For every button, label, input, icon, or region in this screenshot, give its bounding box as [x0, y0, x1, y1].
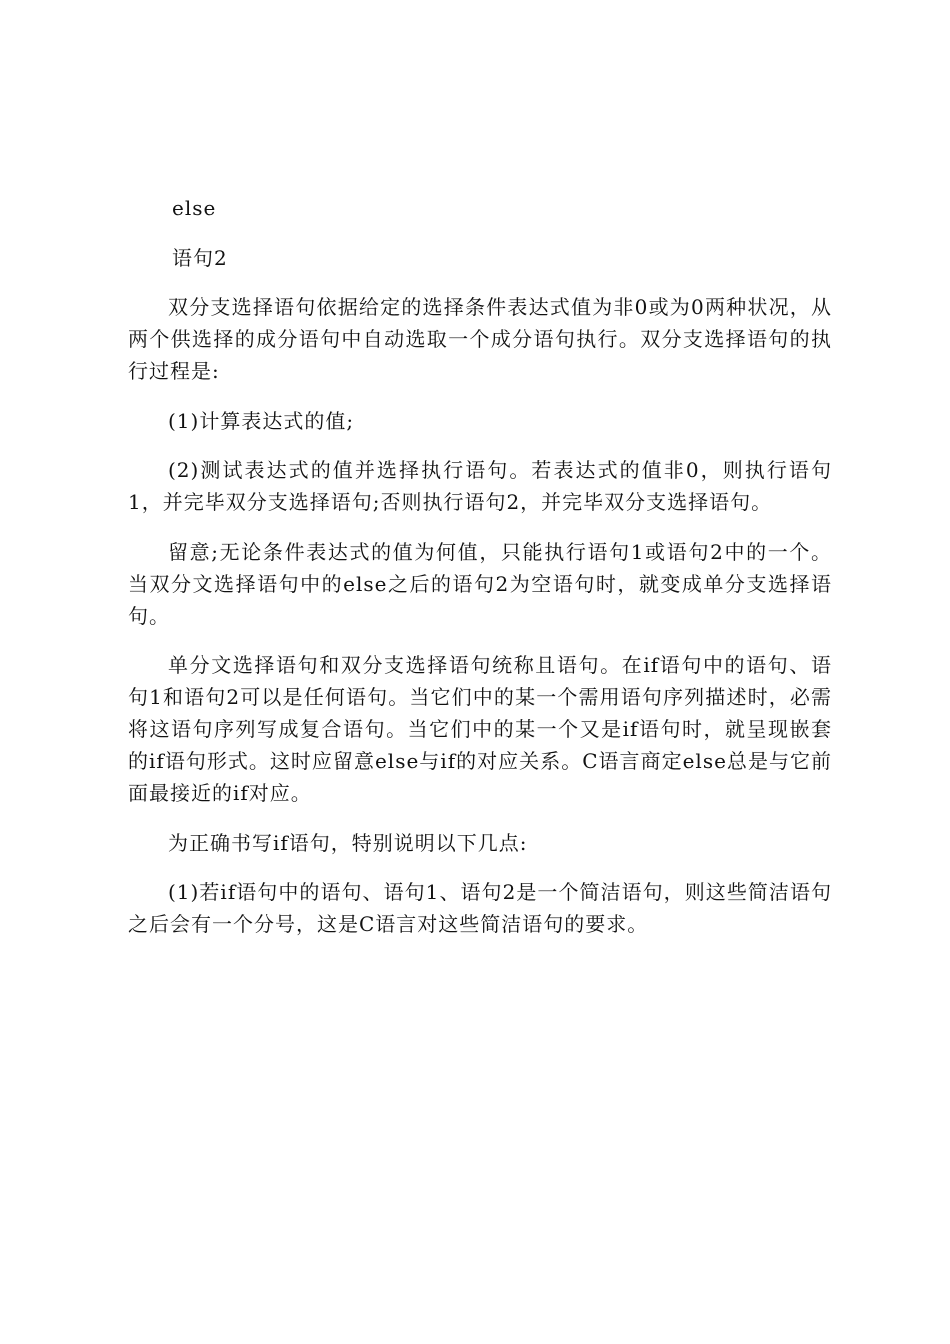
document-page [128, 192, 832, 958]
paragraph-step-1: (1)计算表达式的值; [168, 408, 355, 433]
code-line-statement-2: 语句2 [172, 245, 228, 270]
paragraph-if-statement: 单分文选择语句和双分支选择语句统称且语句。在if语句中的语句、语句1和语句2可以是任何语句。当它们中的某一个需用语句序列描述时，必需将这语句序列写成复合语句。当它们中的某一个又是if语句时，就呈现嵌套的if语句形式。这时应留意else与if的对应关系。C语言商定else总是与它前面最接近的if对应。 [128, 653, 832, 805]
code-line-else: else [172, 196, 217, 220]
paragraph-note: 留意;无论条件表达式的值为何值，只能执行语句1或语句2中的一个。当双分文选择语句中的else之后的语句2为空语句时，就变成单分支选择语句。 [128, 539, 832, 628]
paragraph-step-2: (2)测试表达式的值并选择执行语句。若表达式的值非0，则执行语句1，并完毕双分支选择语句;否则执行语句2，并完毕双分支选择语句。 [128, 458, 832, 514]
paragraph-double-branch-intro: 双分支选择语句依据给定的选择条件表达式值为非0或为0两种状况，从两个供选择的成分语句中自动选取一个成分语句执行。双分支选择语句的执行过程是: [128, 295, 832, 383]
paragraph-writing-notes-intro: 为正确书写if语句，特别说明以下几点: [168, 830, 528, 855]
paragraph-writing-note-1: (1)若if语句中的语句、语句1、语句2是一个简洁语句，则这些简洁语句之后会有一个分号，这是C语言对这些简洁语句的要求。 [128, 880, 832, 936]
